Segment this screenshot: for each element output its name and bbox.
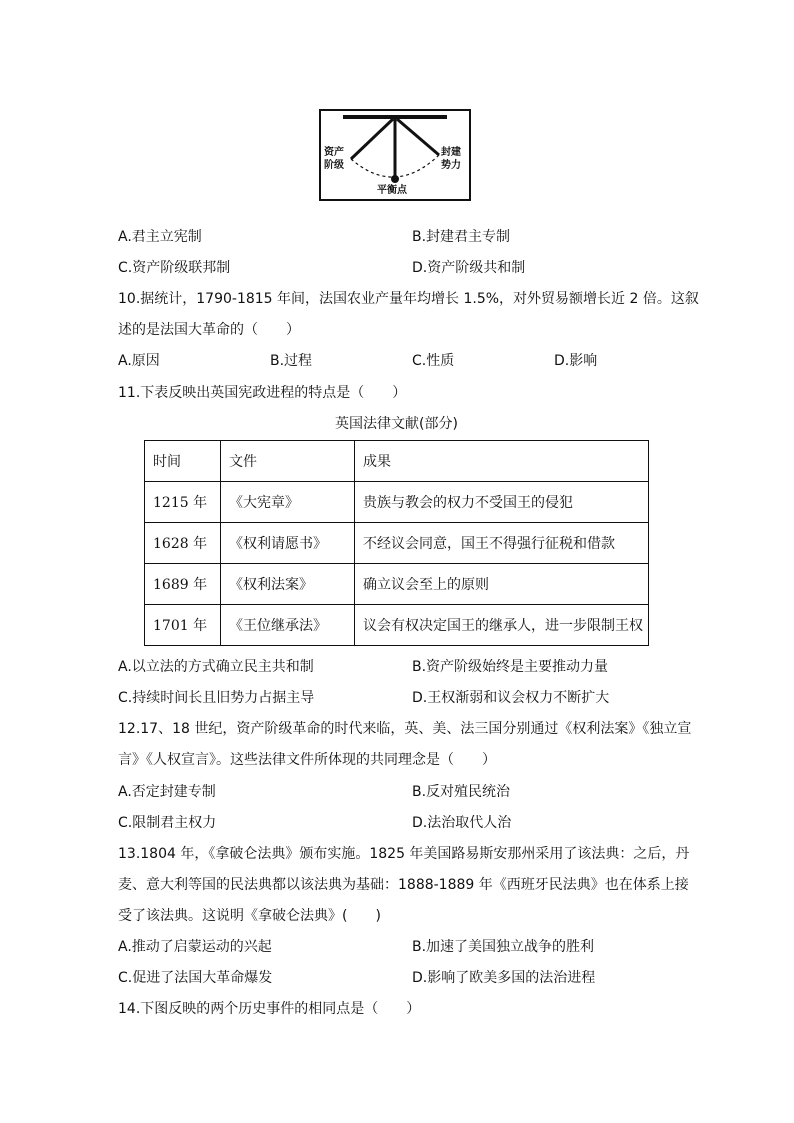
figure-label-feudal: 封建 [441, 147, 461, 158]
header-document: 文件 [221, 441, 355, 482]
q10-stem-line2: 述的是法国大革命的（ ） [118, 322, 300, 338]
q12-option-b: B.反对殖民统治 [412, 784, 511, 800]
law-documents-table [144, 440, 649, 646]
q9-option-c: C.资产阶级联邦制 [118, 260, 231, 276]
q12-stem-line2: 言》《人权宣言》。这些法律文件所体现的共同理念是（ ） [118, 752, 496, 768]
q13-option-a: A.推动了启蒙运动的兴起 [118, 939, 272, 955]
q10-stem-line1: 10.据统计，1790-1815 年间，法国农业产量年均增长 1.5%，对外贸易额增长近 2 倍。这叙 [118, 291, 699, 307]
figure-label-feudal-2: 势力 [441, 160, 461, 171]
table-row [145, 564, 649, 605]
cell-document: 《权利法案》 [221, 564, 355, 605]
balance-figure [319, 109, 471, 201]
q12-option-a: A.否定封建专制 [118, 784, 216, 800]
q13-option-d: D.影响了欧美多国的法治进程 [412, 970, 596, 986]
cell-result: 确立议会至上的原则 [355, 564, 649, 605]
cell-time: 1689 年 [145, 564, 221, 605]
q13-stem-line2: 麦、意大利等国的民法典都以该法典为基础：1888-1889 年《西班牙民法典》也在体系上接 [118, 877, 689, 893]
q10-option-c: C.性质 [412, 353, 455, 369]
cell-time: 1701 年 [145, 605, 221, 646]
header-time: 时间 [145, 441, 221, 482]
cell-document: 《大宪章》 [221, 482, 355, 523]
table-row [145, 523, 649, 564]
figure-label-balance-point: 平衡点 [377, 185, 407, 196]
cell-result: 不经议会同意，国王不得强行征税和借款 [355, 523, 649, 564]
q12-option-d: D.法治取代人治 [412, 815, 512, 831]
table-header-row [145, 441, 649, 482]
cell-document: 《权利请愿书》 [221, 523, 355, 564]
table-row [145, 482, 649, 523]
q10-option-b: B.过程 [270, 353, 313, 369]
q10-option-a: A.原因 [118, 353, 160, 369]
q9-option-a: A.君主立宪制 [118, 229, 202, 245]
cell-result: 贵族与教会的权力不受国王的侵犯 [355, 482, 649, 523]
cell-result: 议会有权决定国王的继承人，进一步限制王权 [355, 605, 649, 646]
q13-stem-line1: 13.1804 年，《拿破仑法典》颁布实施。1825 年美国路易斯安那州采用了该法典：之后，丹 [118, 846, 690, 862]
q12-stem-line1: 12.17、18 世纪，资产阶级革命的时代来临，英、美、法三国分别通过《权利法案》《独立宣 [118, 721, 692, 737]
q11-option-d: D.王权渐弱和议会权力不断扩大 [412, 690, 610, 706]
q9-option-d: D.资产阶级共和制 [412, 260, 526, 276]
q12-option-c: C.限制君主权力 [118, 815, 217, 831]
q11-option-c: C.持续时间长且旧势力占据主导 [118, 690, 315, 706]
figure-label-bourgeoisie: 资产 [324, 147, 344, 158]
header-result: 成果 [355, 441, 649, 482]
q11-option-b: B.资产阶级始终是主要推动力量 [412, 659, 609, 675]
cell-time: 1628 年 [145, 523, 221, 564]
q9-option-b: B.封建君主专制 [412, 229, 511, 245]
cell-time: 1215 年 [145, 482, 221, 523]
figure-label-bourgeoisie-2: 阶级 [324, 160, 344, 171]
q11-stem: 11.下表反映出英国宪政进程的特点是（ ） [118, 385, 407, 401]
q14-stem: 14.下图反映的两个历史事件的相同点是（ ） [118, 1001, 421, 1017]
q13-stem-line3: 受了该法典。这说明《拿破仑法典》( ) [118, 908, 381, 924]
q10-option-d: D.影响 [554, 353, 598, 369]
q13-option-b: B.加速了美国独立战争的胜利 [412, 939, 595, 955]
table-row [145, 605, 649, 646]
table-caption: 英国法律文献(部分) [335, 416, 458, 432]
cell-document: 《王位继承法》 [221, 605, 355, 646]
q13-option-c: C.促进了法国大革命爆发 [118, 970, 273, 986]
q11-option-a: A.以立法的方式确立民主共和制 [118, 659, 314, 675]
